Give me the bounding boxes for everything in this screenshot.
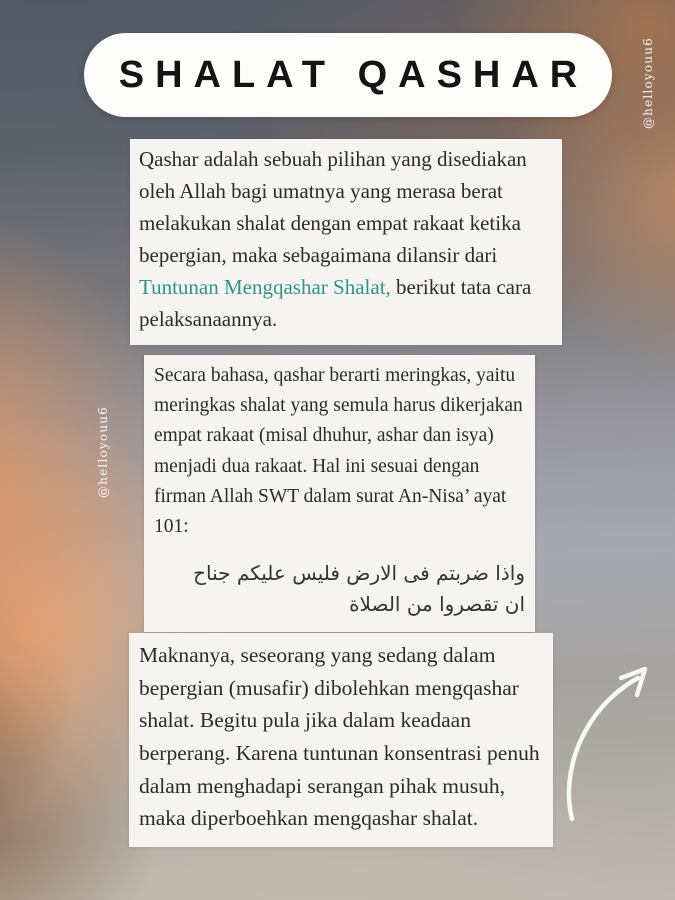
watermark-middle-left: @helloyouu6 xyxy=(96,405,110,499)
quran-verse-arabic: واذا ضربتم فى الارض فليس عليكم جناح ان تقصروا من الصلاة xyxy=(193,561,525,617)
meaning-text: Maknanya, seseorang yang sedang dalam bepergian (musafir) dibolehkan mengqashar shalat. Begitu pula jika dalam keadaan berperang. Karena tuntunan konsentrasi penuh dalam menghadapi serangan pihak musuh, maka diperboehkan mengqashar shalat. xyxy=(139,643,540,831)
tuntunan-mengqashar-shalat-link[interactable]: Tuntunan Mengqashar Shalat, xyxy=(139,274,391,299)
title-pill xyxy=(84,33,612,117)
intro-text-before-link: Qashar adalah sebuah pilihan yang disediakan oleh Allah bagi umatnya yang merasa berat melakukan shalat dengan empat rakaat ketika bepergian, maka sebagaimana dilansir dari xyxy=(139,147,527,267)
definition-text: Secara bahasa, qashar berarti meringkas, yaitu meringkas shalat yang semula harus dikerjakan empat rakaat (misal dhuhur, ashar dan isya) menjadi dua rakaat. Hal ini sesuai dengan firman Allah SWT dalam surat An-Nisa’ ayat 101: xyxy=(154,365,523,538)
intro-text-block xyxy=(130,139,562,345)
watermark-top-right: @helloyouu6 xyxy=(641,36,655,130)
page-title: SHALAT QASHAR xyxy=(118,53,589,96)
meaning-text-block xyxy=(129,633,553,847)
intro-text-after-link: berikut tata cara pelaksanaannya. xyxy=(139,274,532,331)
definition-text-block xyxy=(144,355,535,632)
